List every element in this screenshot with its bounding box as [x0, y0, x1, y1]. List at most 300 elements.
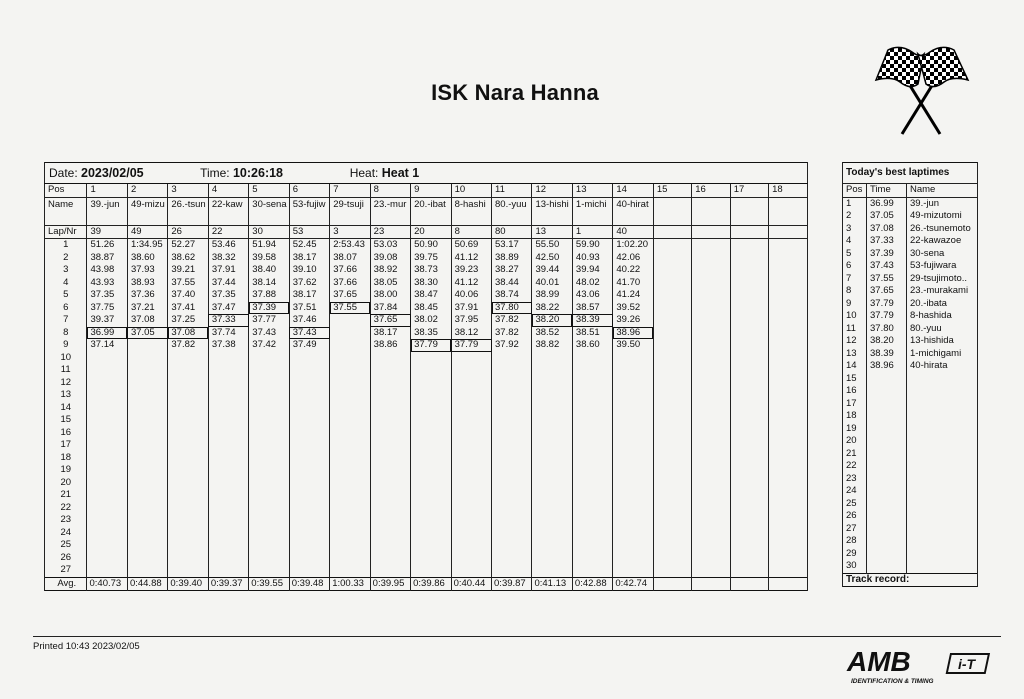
best-pos: 22: [843, 460, 867, 473]
lap-time-cell: [613, 402, 653, 415]
lap-time-cell: [653, 439, 691, 452]
lap-time-cell: [451, 402, 491, 415]
lap-time-cell: [127, 427, 167, 440]
lap-time-cell: [87, 514, 127, 527]
lap-time-cell: [769, 502, 808, 515]
best-pos: 20: [843, 435, 867, 448]
lap-time-cell: [692, 552, 730, 565]
lap-row: [45, 452, 808, 465]
best-lap-time-cell: 37.05: [127, 327, 167, 340]
best-driver: 39.-jun: [907, 197, 978, 210]
lap-time-cell: [730, 514, 768, 527]
lap-time-cell: [613, 527, 653, 540]
lap-time-cell: [451, 539, 491, 552]
lap-row: [45, 302, 808, 315]
lap-number: 18: [45, 452, 87, 465]
lap-time-cell: [411, 477, 451, 490]
lap-time-cell: [87, 489, 127, 502]
lap-time-cell: [370, 489, 410, 502]
heat-value: Heat 1: [381, 165, 420, 180]
lap-time-cell: [168, 464, 208, 477]
lap-time-cell: [411, 439, 451, 452]
best-pos: 5: [843, 248, 867, 261]
position-cell: 16: [692, 184, 730, 198]
average-cell: 0:41.13: [532, 577, 572, 591]
best-pos: 14: [843, 360, 867, 373]
lap-time-cell: [87, 564, 127, 577]
lap-time-cell: [730, 302, 768, 315]
lap-time-cell: [330, 414, 370, 427]
lap-time-cell: 38.74: [492, 289, 532, 302]
lap-time-cell: [127, 552, 167, 565]
best-time: [867, 448, 907, 461]
lap-number: 9: [45, 339, 87, 352]
lap-time-cell: 38.22: [532, 302, 572, 315]
lap-time-cell: 37.42: [249, 339, 289, 352]
lap-time-cell: 38.02: [411, 314, 451, 327]
position-cell: 3: [168, 184, 208, 198]
position-cell: 1: [87, 184, 127, 198]
lap-time-cell: [492, 552, 532, 565]
best-driver: [907, 435, 978, 448]
lap-time-cell: [692, 514, 730, 527]
amb-logo: [845, 644, 995, 686]
lap-time-cell: [168, 527, 208, 540]
best-laptime-row: [843, 448, 978, 461]
lap-time-cell: [653, 364, 691, 377]
lap-time-cell: [730, 314, 768, 327]
lap-time-cell: [87, 377, 127, 390]
best-driver: [907, 523, 978, 536]
best-laptime-row: [843, 398, 978, 411]
best-lap-time-cell: 37.80: [492, 302, 532, 315]
lap-time-cell: [572, 464, 612, 477]
position-cell: 7: [330, 184, 370, 198]
lap-number: 21: [45, 489, 87, 502]
best-driver: 49-mizutomi: [907, 210, 978, 223]
lap-time-cell: [249, 464, 289, 477]
lap-time-cell: [532, 364, 572, 377]
lap-time-cell: [769, 439, 808, 452]
lap-time-cell: [330, 427, 370, 440]
lap-time-cell: [532, 464, 572, 477]
lap-time-cell: [730, 277, 768, 290]
lap-time-cell: 38.07: [330, 252, 370, 265]
best-pos: 11: [843, 323, 867, 336]
lap-time-cell: [87, 527, 127, 540]
lap-time-cell: [411, 539, 451, 552]
lap-time-cell: 40.01: [532, 277, 572, 290]
lap-time-cell: [532, 539, 572, 552]
lap-time-cell: 50.90: [411, 239, 451, 252]
logo-tagline: IDENTIFICATION & TIMING: [851, 678, 934, 685]
lap-time-cell: [730, 389, 768, 402]
lap-time-cell: [492, 389, 532, 402]
kart-number-cell: 30: [249, 225, 289, 239]
lap-row: [45, 439, 808, 452]
lap-time-cell: [532, 489, 572, 502]
lap-time-cell: [769, 277, 808, 290]
kart-number-cell: 26: [168, 225, 208, 239]
best-lap-time-cell: 37.39: [249, 302, 289, 315]
average-cell: 0:39.95: [370, 577, 410, 591]
lap-time-cell: [87, 539, 127, 552]
lap-time-cell: [370, 452, 410, 465]
lap-time-cell: [730, 377, 768, 390]
lap-row: [45, 477, 808, 490]
lap-time-cell: [249, 502, 289, 515]
lap-time-cell: 37.82: [492, 327, 532, 340]
lap-time-cell: [532, 389, 572, 402]
lap-time-cell: [769, 452, 808, 465]
lap-time-cell: [769, 239, 808, 252]
lap-time-cell: [87, 452, 127, 465]
lap-row: [45, 289, 808, 302]
lap-time-cell: [730, 452, 768, 465]
lap-time-cell: 37.14: [87, 339, 127, 352]
lap-time-cell: 37.36: [127, 289, 167, 302]
lap-time-cell: [168, 439, 208, 452]
lap-time-cell: [249, 552, 289, 565]
lap-time-cell: [692, 314, 730, 327]
best-pos: 18: [843, 410, 867, 423]
lap-time-cell: 39.10: [289, 264, 329, 277]
lap-time-cell: [492, 377, 532, 390]
lap-row: [45, 514, 808, 527]
best-driver: [907, 398, 978, 411]
position-cell: 18: [769, 184, 808, 198]
best-time: [867, 560, 907, 573]
best-laptime-row: [843, 210, 978, 223]
lap-time-cell: [769, 327, 808, 340]
best-laptime-row: [843, 548, 978, 561]
lap-time-cell: [769, 564, 808, 577]
lap-number: 2: [45, 252, 87, 265]
lap-time-cell: [572, 414, 612, 427]
lap-number: 14: [45, 402, 87, 415]
best-laptime-row: [843, 260, 978, 273]
lap-time-cell: [613, 477, 653, 490]
lap-time-cell: [208, 364, 248, 377]
best-driver: 20.-ibata: [907, 298, 978, 311]
lap-row: [45, 402, 808, 415]
best-time: 37.05: [867, 210, 907, 223]
lap-time-cell: 37.21: [127, 302, 167, 315]
lap-time-cell: 37.25: [168, 314, 208, 327]
lap-time-cell: [330, 489, 370, 502]
lap-time-cell: [168, 489, 208, 502]
lap-time-cell: [769, 539, 808, 552]
lap-time-cell: [613, 439, 653, 452]
lap-time-cell: [208, 414, 248, 427]
lap-row: [45, 327, 808, 340]
best-laptime-row: [843, 385, 978, 398]
lap-time-cell: [730, 539, 768, 552]
best-driver: 23.-murakami: [907, 285, 978, 298]
lap-time-cell: [208, 514, 248, 527]
lap-time-cell: [730, 289, 768, 302]
lap-time-cell: [127, 489, 167, 502]
lap-time-cell: 38.47: [411, 289, 451, 302]
lap-time-cell: [730, 489, 768, 502]
best-time: [867, 398, 907, 411]
lap-time-cell: 39.75: [411, 252, 451, 265]
average-cell: [653, 577, 691, 591]
lap-time-cell: [330, 477, 370, 490]
best-laptime-row: [843, 410, 978, 423]
lap-time-cell: 37.77: [249, 314, 289, 327]
lap-row: [45, 264, 808, 277]
best-laptime-row: [843, 348, 978, 361]
lap-time-cell: 39.52: [613, 302, 653, 315]
lap-time-cell: [730, 402, 768, 415]
kart-number-cell: 49: [127, 225, 167, 239]
lap-time-cell: [653, 514, 691, 527]
best-laptime-row: [843, 310, 978, 323]
footer-divider: [33, 636, 1001, 637]
lap-time-cell: [653, 464, 691, 477]
lap-time-cell: [451, 352, 491, 365]
lap-time-cell: [653, 314, 691, 327]
lap-time-cell: 37.46: [289, 314, 329, 327]
average-cell: 0:40.44: [451, 577, 491, 591]
lap-time-cell: [370, 352, 410, 365]
lap-time-cell: [653, 452, 691, 465]
lap-time-cell: [289, 452, 329, 465]
average-cell: 0:39.86: [411, 577, 451, 591]
lap-time-cell: [769, 302, 808, 315]
lap-time-cell: [730, 552, 768, 565]
lap-row: [45, 527, 808, 540]
lap-time-cell: 38.05: [370, 277, 410, 290]
lap-time-cell: [249, 564, 289, 577]
lap-time-cell: 37.84: [370, 302, 410, 315]
lap-time-cell: [370, 514, 410, 527]
lap-time-cell: 43.06: [572, 289, 612, 302]
lap-time-cell: [532, 527, 572, 540]
lap-time-cell: [168, 552, 208, 565]
driver-name-cell: 49-mizu: [127, 197, 167, 225]
lap-time-cell: [532, 552, 572, 565]
time-label: Time:: [200, 165, 230, 180]
lap-time-cell: [168, 502, 208, 515]
best-pos: 9: [843, 298, 867, 311]
lap-time-cell: 37.75: [87, 302, 127, 315]
lap-time-cell: [769, 464, 808, 477]
heat-header-row: [45, 163, 808, 184]
driver-name-cell: [769, 197, 808, 225]
best-pos: 28: [843, 535, 867, 548]
best-col-name: Name: [907, 184, 978, 198]
best-driver: 26.-tsunemoto: [907, 223, 978, 236]
lap-time-cell: 41.70: [613, 277, 653, 290]
best-col-pos: Pos: [843, 184, 867, 198]
best-laptime-row: [843, 223, 978, 236]
lap-time-cell: [127, 452, 167, 465]
best-driver: 1-michigami: [907, 348, 978, 361]
lap-time-cell: [208, 352, 248, 365]
lap-time-cell: 38.12: [451, 327, 491, 340]
lap-time-cell: [208, 402, 248, 415]
best-time: 36.99: [867, 197, 907, 210]
lap-time-cell: [492, 477, 532, 490]
lap-time-cell: 38.60: [572, 339, 612, 352]
average-cell: 0:39.55: [249, 577, 289, 591]
lap-time-cell: [692, 252, 730, 265]
lap-time-cell: [208, 539, 248, 552]
lap-time-cell: 41.12: [451, 252, 491, 265]
driver-name-cell: 8-hashi: [451, 197, 491, 225]
lap-time-cell: [769, 339, 808, 352]
lap-time-cell: [769, 477, 808, 490]
lap-time-cell: [249, 402, 289, 415]
lap-time-cell: [249, 352, 289, 365]
lap-time-cell: 39.37: [87, 314, 127, 327]
best-laptime-row: [843, 473, 978, 486]
lap-time-cell: [411, 514, 451, 527]
lap-time-cell: [249, 377, 289, 390]
lap-time-cell: 38.89: [492, 252, 532, 265]
kart-number-cell: 39: [87, 225, 127, 239]
name-label: Name: [45, 197, 87, 225]
best-pos: 7: [843, 273, 867, 286]
lap-time-cell: [692, 389, 730, 402]
lap-time-cell: [249, 389, 289, 402]
logo-brand: AMB: [847, 646, 911, 677]
lap-time-cell: [168, 564, 208, 577]
best-time: 37.79: [867, 298, 907, 311]
lap-time-cell: [653, 239, 691, 252]
lap-time-cell: [653, 252, 691, 265]
best-driver: [907, 385, 978, 398]
kart-number-cell: 8: [451, 225, 491, 239]
lap-time-cell: [653, 302, 691, 315]
lap-time-cell: 38.93: [127, 277, 167, 290]
lap-time-cell: [769, 252, 808, 265]
lap-time-cell: [330, 327, 370, 340]
best-laptimes-table: [842, 162, 978, 587]
lap-time-cell: [370, 414, 410, 427]
lap-time-cell: [492, 527, 532, 540]
lap-time-cell: [127, 502, 167, 515]
lap-time-cell: 38.86: [370, 339, 410, 352]
best-time: 37.43: [867, 260, 907, 273]
lap-time-cell: [730, 527, 768, 540]
lap-time-cell: [289, 389, 329, 402]
heat-label: Heat:: [349, 165, 379, 180]
lap-time-cell: [769, 264, 808, 277]
best-time: 38.39: [867, 348, 907, 361]
average-cell: 0:42.88: [572, 577, 612, 591]
lap-time-cell: [208, 552, 248, 565]
lap-time-cell: 38.52: [532, 327, 572, 340]
lap-time-cell: [411, 464, 451, 477]
lap-time-cell: [330, 464, 370, 477]
lap-time-cell: [492, 514, 532, 527]
lap-time-cell: [572, 402, 612, 415]
lap-time-cell: [370, 377, 410, 390]
lap-time-cell: [451, 564, 491, 577]
lap-time-cell: [653, 327, 691, 340]
lap-time-cell: [492, 539, 532, 552]
best-pos: 8: [843, 285, 867, 298]
lap-time-cell: 38.14: [249, 277, 289, 290]
lap-time-cell: [730, 439, 768, 452]
lap-time-cell: 37.91: [451, 302, 491, 315]
lap-time-cell: [289, 539, 329, 552]
lap-time-cell: [532, 427, 572, 440]
lap-number: 27: [45, 564, 87, 577]
lap-time-cell: [127, 402, 167, 415]
lap-time-cell: 1:34.95: [127, 239, 167, 252]
lap-time-cell: [692, 464, 730, 477]
lap-number: 13: [45, 389, 87, 402]
lap-time-cell: [572, 389, 612, 402]
lap-time-cell: 37.35: [87, 289, 127, 302]
lap-time-cell: [127, 477, 167, 490]
best-laptime-row: [843, 235, 978, 248]
best-driver: [907, 510, 978, 523]
lap-time-cell: [532, 439, 572, 452]
best-pos: 10: [843, 310, 867, 323]
lap-time-cell: 39.44: [532, 264, 572, 277]
lap-time-cell: [613, 427, 653, 440]
best-laptime-row: [843, 423, 978, 436]
kart-number-cell: 3: [330, 225, 370, 239]
pos-label: Pos: [45, 184, 87, 198]
page-title: ISK Nara Hanna: [431, 80, 599, 105]
lap-time-cell: [330, 527, 370, 540]
lap-time-cell: 38.73: [411, 264, 451, 277]
lap-time-cell: [613, 414, 653, 427]
best-pos: 2: [843, 210, 867, 223]
lap-time-cell: 41.24: [613, 289, 653, 302]
lap-time-cell: [208, 439, 248, 452]
lap-time-cell: [769, 514, 808, 527]
lap-time-cell: [653, 289, 691, 302]
lap-time-cell: 40.22: [613, 264, 653, 277]
lap-time-cell: [451, 364, 491, 377]
lap-number: 11: [45, 364, 87, 377]
kart-number-cell: 40: [613, 225, 653, 239]
lap-number: 17: [45, 439, 87, 452]
lap-time-cell: 38.99: [532, 289, 572, 302]
best-pos: 24: [843, 485, 867, 498]
best-laptime-row: [843, 273, 978, 286]
best-lap-time-cell: 38.39: [572, 314, 612, 327]
driver-name-cell: [653, 197, 691, 225]
lap-time-cell: [330, 314, 370, 327]
lap-time-cell: [653, 552, 691, 565]
best-pos: 23: [843, 473, 867, 486]
lap-number: 8: [45, 327, 87, 340]
position-cell: 15: [653, 184, 691, 198]
lap-time-cell: [127, 414, 167, 427]
lap-time-cell: [87, 402, 127, 415]
lap-time-cell: 41.12: [451, 277, 491, 290]
driver-name-cell: 26.-tsun: [168, 197, 208, 225]
lap-time-cell: [769, 364, 808, 377]
lap-time-cell: [330, 402, 370, 415]
lap-time-cell: 38.62: [168, 252, 208, 265]
lap-time-cell: [411, 452, 451, 465]
lap-time-cell: [769, 489, 808, 502]
lap-time-cell: [692, 452, 730, 465]
lap-time-cell: [572, 352, 612, 365]
lap-time-cell: 51.94: [249, 239, 289, 252]
best-pos: 29: [843, 548, 867, 561]
best-pos: 3: [843, 223, 867, 236]
